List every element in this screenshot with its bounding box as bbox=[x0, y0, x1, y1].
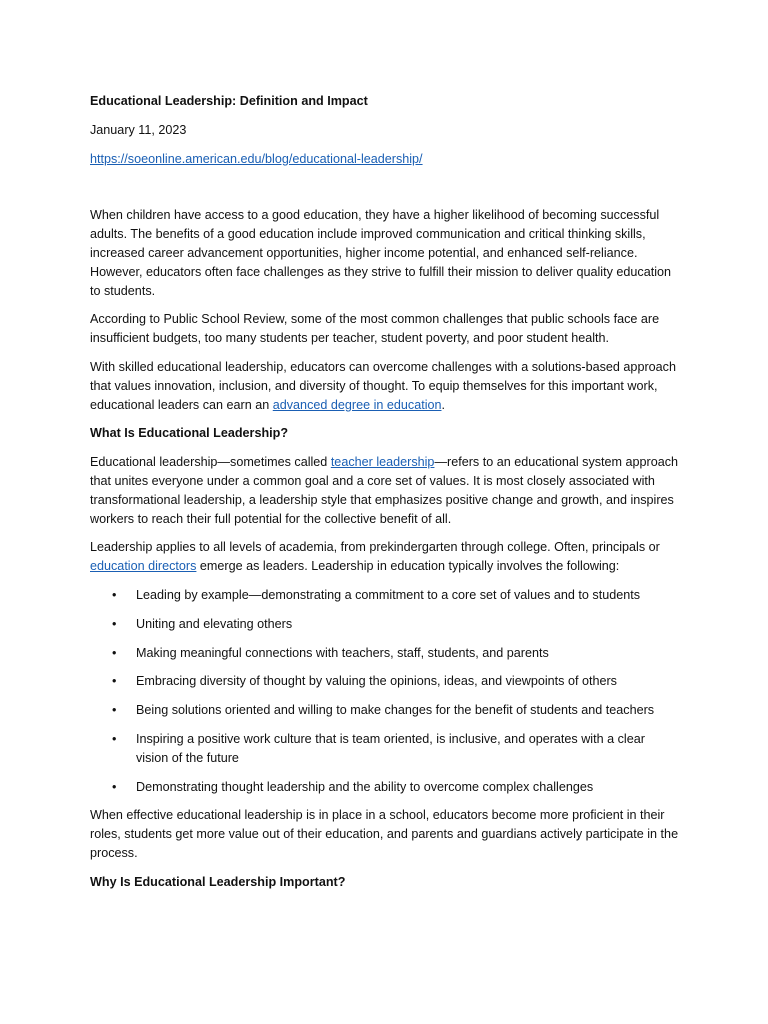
education-directors-link[interactable]: education directors bbox=[90, 559, 197, 574]
paragraph-text: emerge as leaders. Leadership in education typically involves the following: bbox=[196, 559, 620, 574]
paragraph-text: Leadership applies to all levels of academia, from prekindergarten through college. Often, principals or bbox=[90, 540, 660, 555]
paragraph-text: . bbox=[441, 397, 445, 412]
list-item-text: Leading by example—demonstrating a commitment to a core set of values and to students bbox=[136, 587, 641, 602]
bullet-icon: • bbox=[112, 674, 117, 689]
list-item-text: Embracing diversity of thought by valuing the opinions, ideas, and viewpoints of others bbox=[136, 674, 617, 689]
effective-leadership-paragraph: When effective educational leadership is in place in a school, educators become more proficient in their roles, students get more value out of their education, and parents and guardians actively participate in the process. bbox=[90, 808, 679, 860]
source-url-paragraph bbox=[90, 150, 680, 169]
bullet-icon: • bbox=[112, 731, 117, 746]
list-item bbox=[90, 730, 680, 768]
document-date: January 11, 2023 bbox=[90, 122, 187, 137]
list-item bbox=[90, 586, 680, 605]
list-item bbox=[90, 778, 680, 797]
teacher-leadership-link[interactable]: teacher leadership bbox=[330, 455, 435, 470]
source-url-link[interactable]: https://soeonline.american.edu/blog/educational-leadership/ bbox=[90, 151, 423, 166]
list-item bbox=[90, 672, 680, 691]
bullet-icon: • bbox=[112, 616, 117, 631]
paragraph-text: With skilled educational leadership, educators can overcome challenges with a solutions-based approach that values innovation, inclusion, and diversity of thought. To equip themselves for this important work, educational leaders can earn an bbox=[90, 359, 676, 412]
bullet-icon: • bbox=[112, 587, 117, 602]
definition-paragraph bbox=[90, 453, 680, 528]
section-heading-why-important: Why Is Educational Leadership Important? bbox=[90, 874, 346, 889]
bullet-icon: • bbox=[112, 645, 117, 660]
levels-paragraph bbox=[90, 538, 680, 576]
intro-paragraph: When children have access to a good education, they have a higher likelihood of becoming successful adults. The benefits of a good education include improved communication and critical thinking skills, increased career advancement opportunities, higher income potential, and enhanced self-reliance. However, educators often face challenges as they strive to fulfill their mission to deliver quality education to students. bbox=[90, 208, 672, 298]
document-title: Educational Leadership: Definition and Impact bbox=[90, 94, 368, 108]
challenges-paragraph: According to Public School Review, some of the most common challenges that public schools face are insufficient budgets, too many students per teacher, student poverty, and poor student health. bbox=[90, 312, 660, 346]
skilled-leadership-paragraph bbox=[90, 358, 680, 414]
section-heading-what-is: What Is Educational Leadership? bbox=[90, 426, 289, 441]
list-item-text: Being solutions oriented and willing to make changes for the benefit of students and teachers bbox=[136, 703, 655, 718]
advanced-degree-link[interactable]: advanced degree in education bbox=[272, 397, 442, 412]
bullet-icon: • bbox=[112, 703, 117, 718]
leadership-bullet-list bbox=[90, 586, 680, 796]
list-item-text: Inspiring a positive work culture that is team oriented, is inclusive, and operates with a clear vision of the future bbox=[136, 731, 645, 765]
paragraph-text: Educational leadership—sometimes called bbox=[90, 455, 331, 470]
list-item-text: Uniting and elevating others bbox=[136, 616, 293, 631]
bullet-icon: • bbox=[112, 779, 117, 794]
list-item bbox=[90, 615, 680, 634]
list-item bbox=[90, 701, 680, 720]
list-item-text: Making meaningful connections with teachers, staff, students, and parents bbox=[136, 645, 549, 660]
list-item bbox=[90, 644, 680, 663]
paragraph-text: —refers to an educational system approach that unites everyone under a common goal and a core set of values. It is most closely associated with transformational leadership, a leadership style that emphasizes positive change and growth, and inspires workers to reach their full potential for the collective benefit of all. bbox=[90, 455, 679, 526]
document-page bbox=[90, 92, 680, 902]
list-item-text: Demonstrating thought leadership and the ability to overcome complex challenges bbox=[136, 779, 594, 794]
